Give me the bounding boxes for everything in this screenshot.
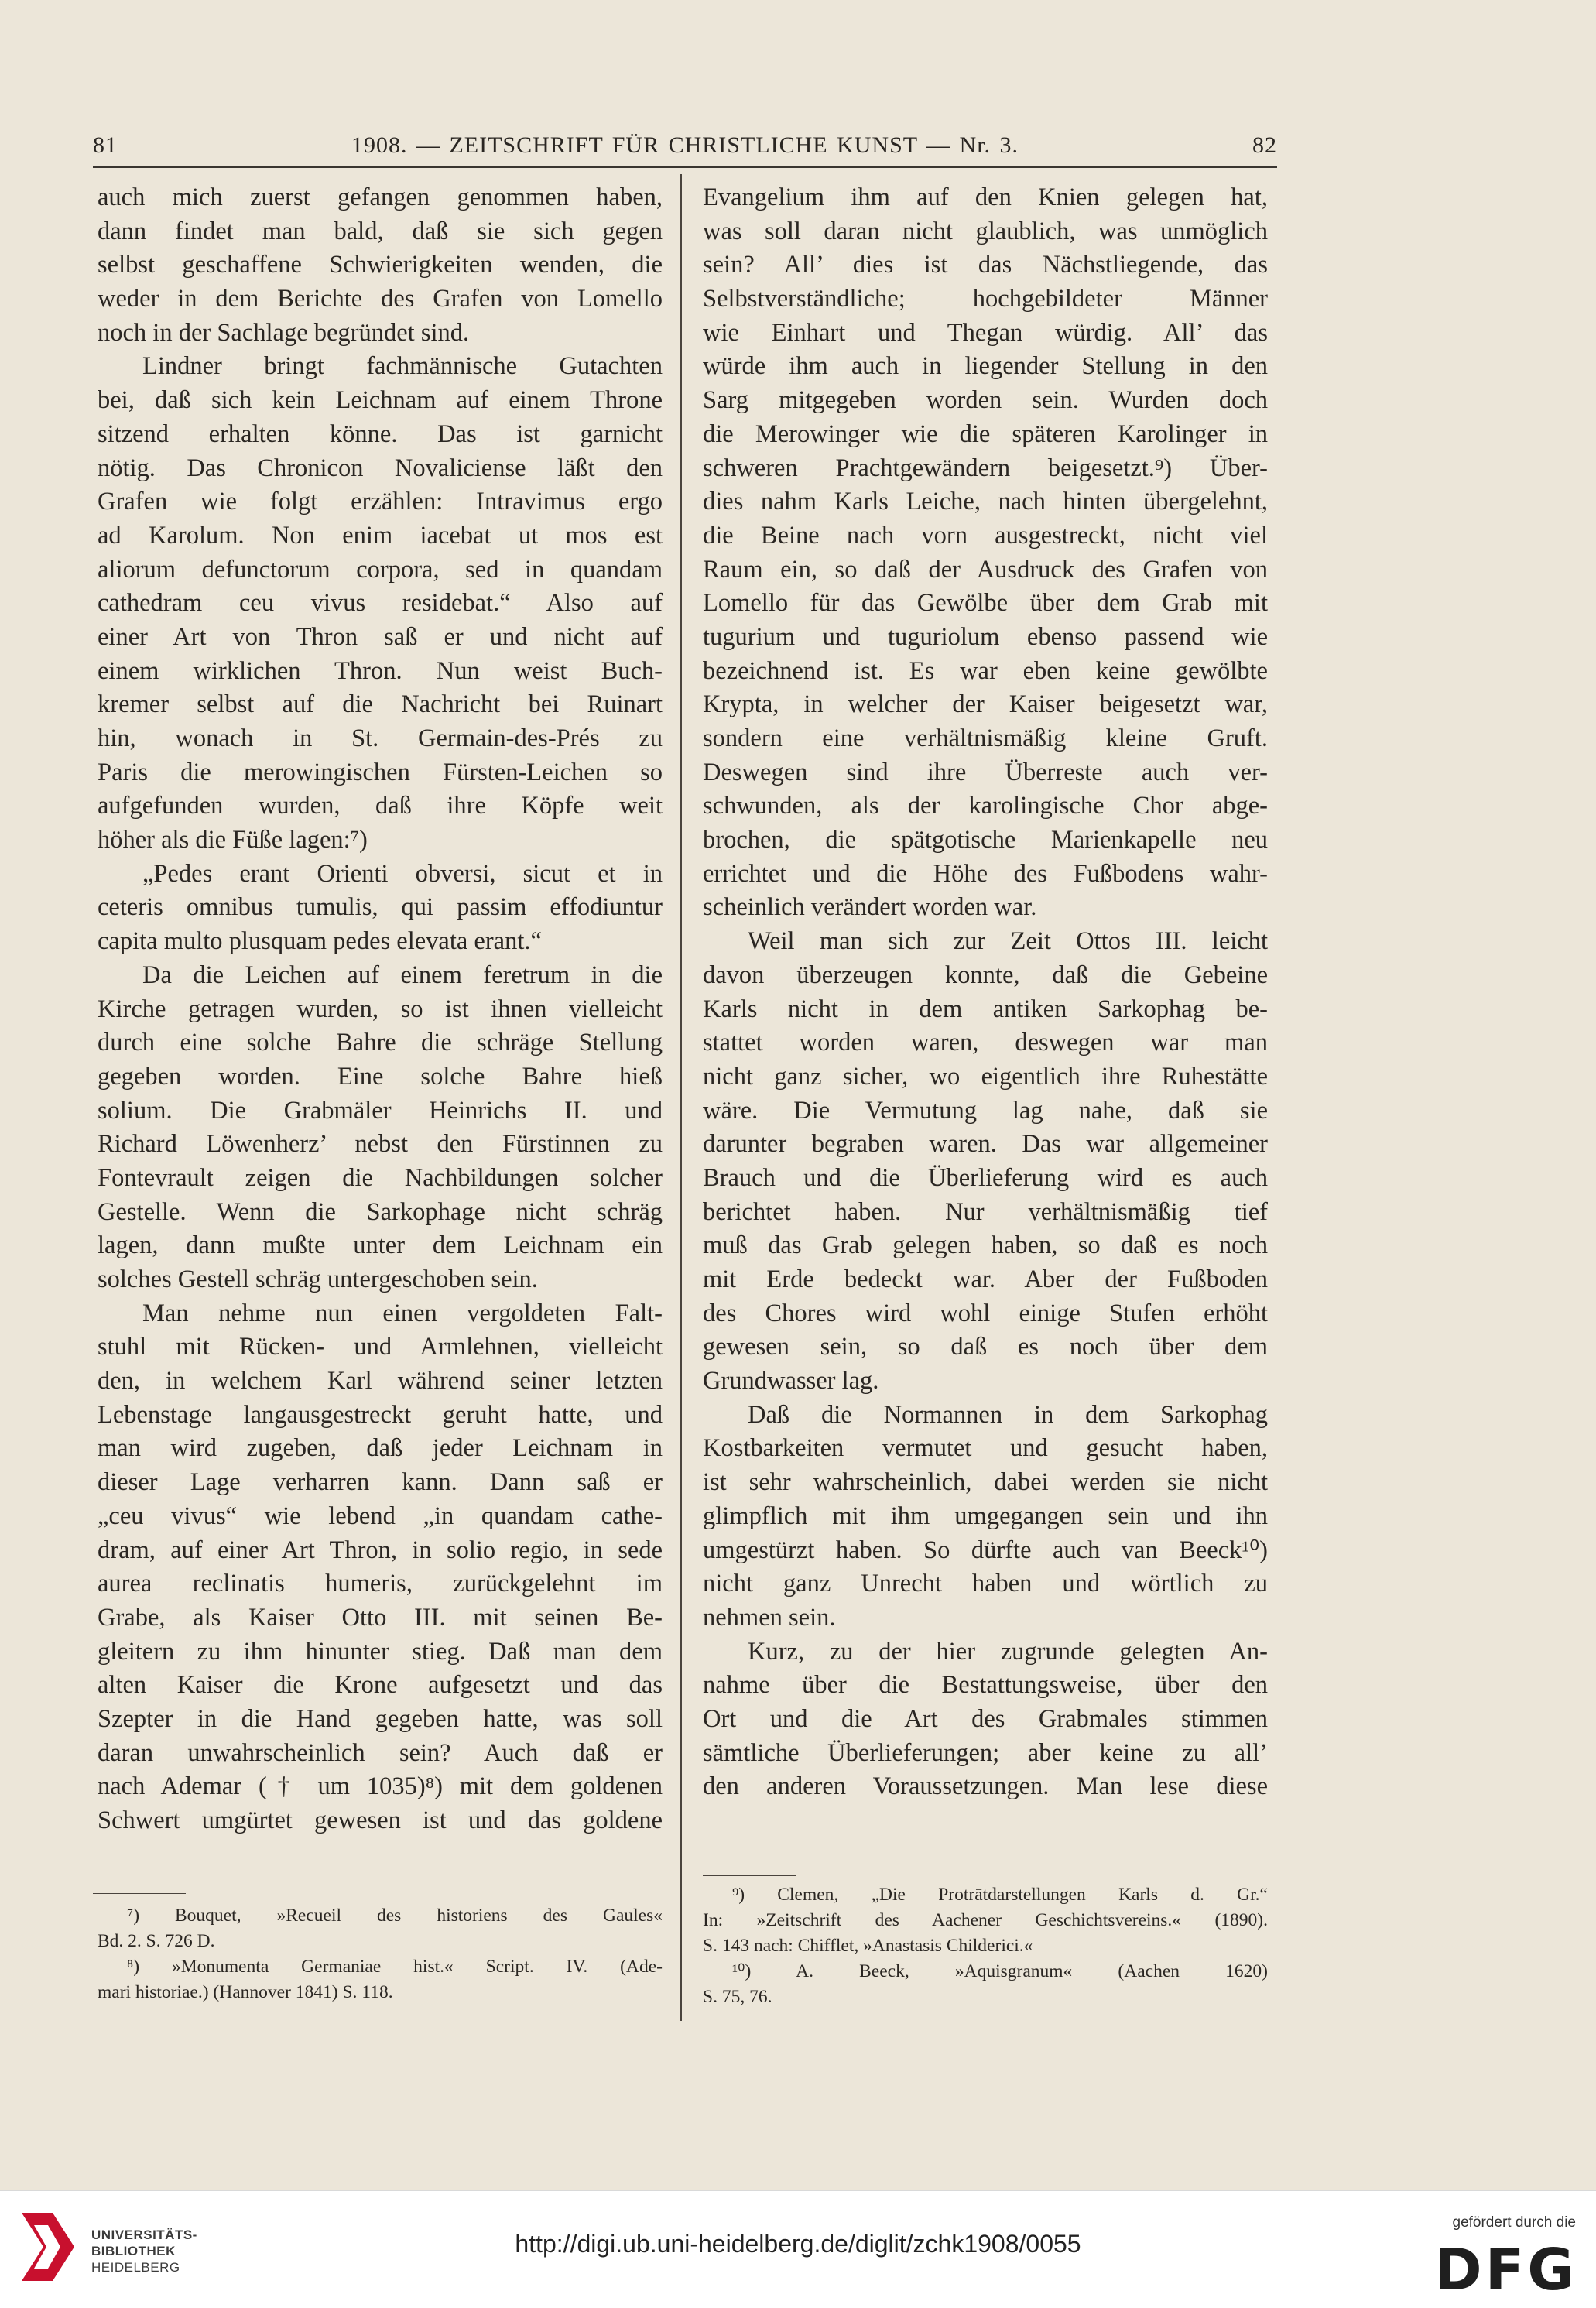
text-line: gleitern zu ihm hinunter stieg. Daß man dem	[98, 1637, 663, 1666]
header-rule	[93, 166, 1277, 168]
text-line: des Chores wird wohl einige Stufen erhöht	[703, 1299, 1268, 1327]
text-line: weder in dem Berichte des Grafen von Lomello	[98, 285, 663, 313]
text-line: Lomello für das Gewölbe über dem Grab mit	[703, 589, 1268, 618]
footnotes-left	[98, 1903, 663, 2005]
text-line: nehmen sein.	[703, 1603, 836, 1632]
text-line: sondern eine verhältnismäßig kleine Gruft.	[703, 724, 1268, 752]
text-line: Man nehme nun einen vergoldeten Falt-	[142, 1299, 663, 1327]
text-line: capita multo plusquam pedes elevata erant.“	[98, 927, 542, 956]
text-line: nötig. Das Chronicon Novaliciense läßt den	[98, 454, 663, 482]
footnote-line: ⁷) Bouquet, »Recueil des historiens des Gaules«	[127, 1906, 663, 1926]
text-line: den anderen Voraussetzungen. Man lese diese	[703, 1772, 1268, 1801]
text-line: wäre. Die Vermutung lag nahe, daß sie	[703, 1096, 1268, 1125]
library-line-3: HEIDELBERG	[91, 2260, 180, 2275]
text-line: selbst geschaffene Schwierigkeiten wenden, die	[98, 251, 663, 279]
funding-caption: gefördert durch die	[1452, 2214, 1576, 2231]
footnote-line: In: »Zeitschrift des Aachener Geschichtsvereins.« (1890).	[703, 1910, 1268, 1930]
text-line: cathedram ceu vivus residebat.“ Also auf	[98, 589, 663, 618]
text-line: nicht ganz Unrecht haben und wörtlich zu	[703, 1570, 1268, 1598]
footnote-line: ⁹) Clemen, „Die Protrātdarstellungen Karls d. Gr.“	[732, 1885, 1268, 1905]
text-line: höher als die Füße lagen:⁷)	[98, 826, 368, 854]
text-line: Paris die merowingischen Fürsten-Leichen so	[98, 758, 663, 786]
text-line: Karls nicht in dem antiken Sarkophag be-	[703, 995, 1268, 1023]
text-line: Kirche getragen wurden, so ist ihnen vielleicht	[98, 995, 663, 1023]
text-line: hin, wonach in St. Germain-des-Prés zu	[98, 724, 663, 752]
text-line: dram, auf einer Art Thron, in solio regio, in sede	[98, 1536, 663, 1564]
text-line: tugurium und tuguriolum ebenso passend wie	[703, 622, 1268, 651]
text-line: den, in welchem Karl während seiner letzten	[98, 1367, 663, 1395]
permalink-url[interactable]: http://digi.ub.uni-heidelberg.de/diglit/zchk1908/0055	[515, 2230, 1081, 2258]
text-line: Kostbarkeiten vermutet und gesucht haben,	[703, 1434, 1268, 1463]
text-line: stuhl mit Rücken- und Armlehnen, vielleicht	[98, 1333, 663, 1361]
footnotes-right	[703, 1882, 1268, 2010]
text-line: muß das Grab gelegen haben, so daß es noch	[703, 1231, 1268, 1260]
footnote-line: Bd. 2. S. 726 D.	[98, 1931, 215, 1951]
text-line: schwunden, als der karolingische Chor abge-	[703, 792, 1268, 820]
text-line: kremer selbst auf die Nachricht bei Ruinart	[98, 690, 663, 719]
text-line: dies nahm Karls Leiche, nach hinten übergelehnt,	[703, 488, 1268, 516]
text-line: stattet worden waren, deswegen war man	[703, 1029, 1268, 1057]
text-line: davon überzeugen konnte, daß die Gebeine	[703, 961, 1268, 989]
text-line: Grabe, als Kaiser Otto III. mit seinen Be-	[98, 1603, 663, 1632]
footnote-line: S. 143 nach: Chifflet, »Anastasis Childerici.«	[703, 1936, 1033, 1956]
text-line: „Pedes erant Orienti obversi, sicut et in	[142, 859, 663, 888]
text-line: Deswegen sind ihre Überreste auch ver-	[703, 758, 1268, 786]
dfg-logo[interactable]: DFG	[1434, 2237, 1577, 2303]
text-line: würde ihm auch in liegender Stellung in den	[703, 352, 1268, 381]
text-line: dann findet man bald, daß sie sich gegen	[98, 217, 663, 245]
text-line: Richard Löwenherz’ nebst den Fürstinnen zu	[98, 1130, 663, 1159]
page-number-left: 81	[93, 132, 118, 158]
library-line-2: BIBLIOTHEK	[91, 2244, 176, 2258]
text-line: „ceu vivus“ wie lebend „in quandam cathe-	[98, 1502, 663, 1530]
text-line: Schwert umgürtet gewesen ist und das goldene	[98, 1806, 663, 1834]
text-line: Grundwasser lag.	[703, 1367, 879, 1395]
text-line: noch in der Sachlage begründet sind.	[98, 318, 470, 347]
text-line: solches Gestell schräg untergeschoben sein.	[98, 1265, 538, 1293]
text-line: glimpflich mit ihm umgegangen sein und ihn	[703, 1502, 1268, 1530]
text-line: Lebenstage langausgestreckt geruht hatte, und	[98, 1400, 663, 1429]
text-line: die Beine nach vorn ausgestreckt, nicht viel	[703, 521, 1268, 550]
text-line: Krypta, in welcher der Kaiser beigesetzt war,	[703, 690, 1268, 719]
text-line: darunter begraben waren. Das war allgemeiner	[703, 1130, 1268, 1159]
text-line: durch eine solche Bahre die schräge Stellung	[98, 1029, 663, 1057]
footnote-line: S. 75, 76.	[703, 1987, 772, 2007]
text-line: Szepter in die Hand gegeben hatte, was soll	[98, 1704, 663, 1733]
text-line: Daß die Normannen in dem Sarkophag	[748, 1400, 1268, 1429]
text-line: einer Art von Thron saß er und nicht auf	[98, 622, 663, 651]
footnote-line: mari historiae.) (Hannover 1841) S. 118.	[98, 1982, 393, 2002]
digitization-footer	[0, 2190, 1596, 2308]
library-line-1: UNIVERSITÄTS-	[91, 2228, 197, 2242]
text-line: Fontevrault zeigen die Nachbildungen solcher	[98, 1163, 663, 1192]
text-line: Kurz, zu der hier zugrunde gelegten An-	[748, 1637, 1268, 1666]
text-line: ceteris omnibus tumulis, qui passim effodiuntur	[98, 893, 663, 922]
text-line: nahme über die Bestattungsweise, über den	[703, 1671, 1268, 1700]
text-line: Selbstverständliche; hochgebildeter Männer	[703, 285, 1268, 313]
text-line: umgestürzt haben. So dürfte auch van Beeck¹⁰)	[703, 1536, 1268, 1564]
running-header	[93, 126, 1277, 170]
footnote-line: ¹⁰) A. Beeck, »Aquisgranum« (Aachen 1620)	[732, 1961, 1268, 1981]
text-line: solium. Die Grabmäler Heinrichs II. und	[98, 1096, 663, 1125]
text-line: alten Kaiser die Krone aufgesetzt und das	[98, 1671, 663, 1700]
text-line: was soll daran nicht glaublich, was unmöglich	[703, 217, 1268, 245]
text-line: brochen, die spätgotische Marienkapelle neu	[703, 826, 1268, 854]
text-line: gegeben worden. Eine solche Bahre hieß	[98, 1062, 663, 1091]
text-line: gewesen sein, so daß es noch über dem	[703, 1333, 1268, 1361]
text-line: scheinlich verändert worden war.	[703, 893, 1037, 922]
text-line: aufgefunden wurden, daß ihre Köpfe weit	[98, 792, 663, 820]
text-line: Evangelium ihm auf den Knien gelegen hat,	[703, 183, 1268, 211]
footnote-line: ⁸) »Monumenta Germaniae hist.« Script. IV. (Ade-	[127, 1957, 663, 1977]
text-line: auch mich zuerst gefangen genommen haben,	[98, 183, 663, 211]
text-line: schweren Prachtgewändern beigesetzt.⁹) Über-	[703, 454, 1268, 482]
text-line: Da die Leichen auf einem feretrum in die	[142, 961, 663, 989]
right-column	[703, 181, 1268, 1804]
text-line: Grafen wie folgt erzählen: Intravimus ergo	[98, 488, 663, 516]
text-line: Gestelle. Wenn die Sarkophage nicht schräg	[98, 1197, 663, 1226]
text-line: sämtliche Überlieferungen; aber keine zu all’	[703, 1738, 1268, 1767]
text-line: sitzend erhalten könne. Das ist garnicht	[98, 419, 663, 448]
text-line: Weil man sich zur Zeit Ottos III. leicht	[748, 927, 1268, 956]
text-line: Lindner bringt fachmännische Gutachten	[142, 352, 663, 381]
text-line: nach Ademar († um 1035)⁸) mit dem goldenen	[98, 1772, 663, 1801]
text-line: nicht ganz sicher, wo eigentlich ihre Ruhestätte	[703, 1062, 1268, 1091]
footnote-rule-left	[93, 1893, 186, 1894]
text-line: ad Karolum. Non enim iacebat ut mos est	[98, 521, 663, 550]
text-line: bezeichnend ist. Es war eben keine gewölbte	[703, 656, 1268, 685]
page-number-right: 82	[1252, 132, 1277, 158]
text-line: errichtet und die Höhe des Fußbodens wahr-	[703, 859, 1268, 888]
text-line: dieser Lage verharren kann. Dann saß er	[98, 1468, 663, 1497]
text-line: berichtet haben. Nur verhältnismäßig tief	[703, 1197, 1268, 1226]
text-line: lagen, dann mußte unter dem Leichnam ein	[98, 1231, 663, 1260]
text-line: daran unwahrscheinlich sein? Auch daß er	[98, 1738, 663, 1767]
column-divider	[680, 174, 682, 2021]
text-line: aliorum defunctorum corpora, sed in quandam	[98, 555, 663, 584]
text-line: einem wirklichen Thron. Nun weist Buch-	[98, 656, 663, 685]
journal-title: 1908. — ZEITSCHRIFT FÜR CHRISTLICHE KUNST — Nr. 3.	[351, 132, 1019, 158]
text-line: mit Erde bedeckt war. Aber der Fußboden	[703, 1265, 1268, 1293]
text-line: Sarg mitgegeben worden sein. Wurden doch	[703, 386, 1268, 415]
text-line: bei, daß sich kein Leichnam auf einem Throne	[98, 386, 663, 415]
text-line: Raum ein, so daß der Ausdruck des Grafen von	[703, 555, 1268, 584]
text-line: Brauch und die Überlieferung wird es auch	[703, 1163, 1268, 1192]
left-column	[98, 181, 663, 1838]
text-line: ist sehr wahrscheinlich, dabei werden sie nicht	[703, 1468, 1268, 1497]
text-line: die Merowinger wie die späteren Karolinger in	[703, 419, 1268, 448]
footnote-rule-right	[703, 1875, 796, 1876]
text-line: man wird zugeben, daß jeder Leichnam in	[98, 1434, 663, 1463]
text-line: Ort und die Art des Grabmales stimmen	[703, 1704, 1268, 1733]
text-line: sein? All’ dies ist das Nächstliegende, das	[703, 251, 1268, 279]
text-line: wie Einhart und Thegan würdig. All’ das	[703, 318, 1268, 347]
text-line: aurea reclinatis humeris, zurückgelehnt im	[98, 1570, 663, 1598]
